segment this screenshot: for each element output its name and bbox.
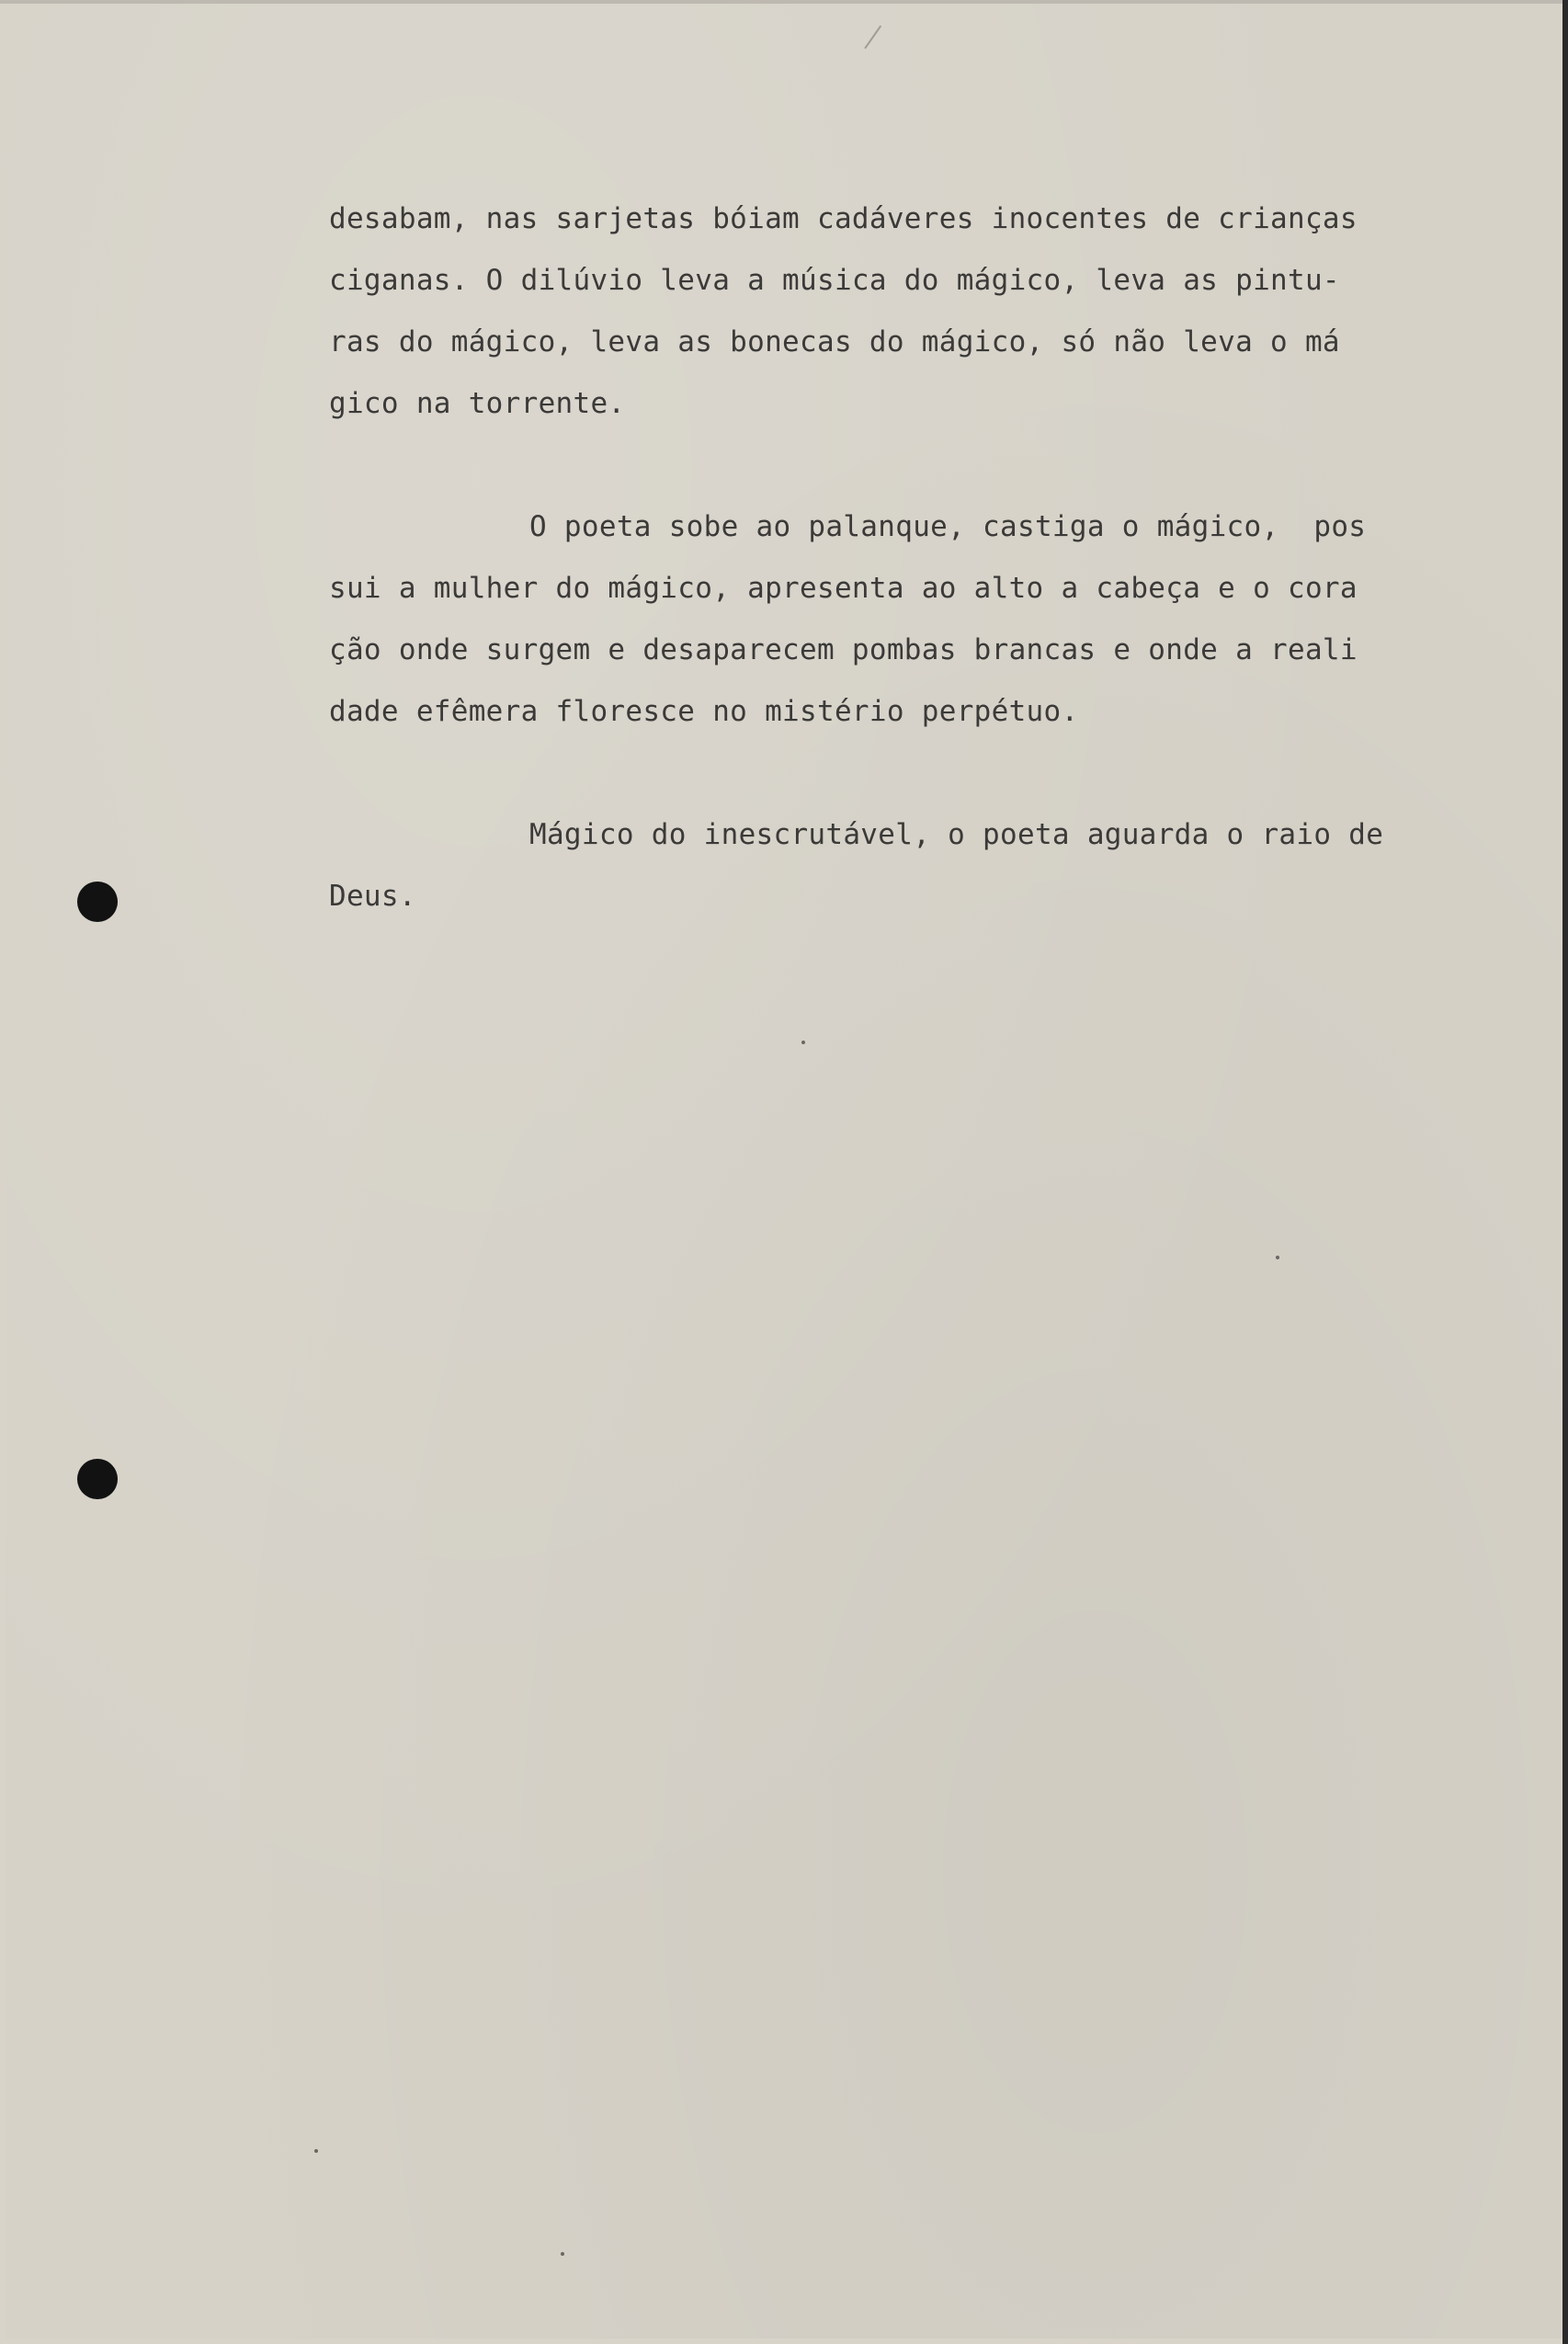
paragraph-2-line-3: ção onde surgem e desaparecem pombas brancas e onde a reali — [329, 633, 1358, 666]
paragraph-2-line-2: sui a mulher do mágico, apresenta ao alto a cabeça e o cora — [329, 572, 1358, 605]
typewritten-text — [329, 199, 1432, 938]
paragraph-3-line-1: Mágico do inescrutável, o poeta aguarda o raio de — [529, 818, 1384, 851]
paragraph-3-line-2: Deus. — [329, 880, 416, 913]
paper-speck — [561, 2252, 564, 2256]
paragraph-1-line-2: ciganas. O dilúvio leva a música do mágico, leva as pintu- — [329, 264, 1340, 297]
paragraph-1-line-1: desabam, nas sarjetas bóiam cadáveres inocentes de crianças — [329, 202, 1358, 235]
paragraph-1-line-4: gico na torrente. — [329, 387, 626, 420]
paragraph-2-line-4: dade efêmera floresce no mistério perpétuo. — [329, 695, 1079, 728]
page-right-edge — [1562, 0, 1568, 2344]
paragraph-2-line-1: O poeta sobe ao palanque, castiga o mágico, pos — [529, 510, 1367, 543]
paragraph-gap — [329, 445, 1432, 506]
paper-speck — [801, 1041, 805, 1044]
typewritten-page — [6, 4, 1562, 2338]
pencil-mark — [864, 26, 903, 65]
paper-speck — [314, 2149, 318, 2153]
paper-speck — [1276, 1256, 1279, 1259]
punch-hole — [77, 882, 118, 922]
paragraph-1-line-3: ras do mágico, leva as bonecas do mágico, só não leva o má — [329, 325, 1340, 358]
punch-hole — [77, 1459, 118, 1499]
paragraph-gap — [329, 753, 1432, 814]
